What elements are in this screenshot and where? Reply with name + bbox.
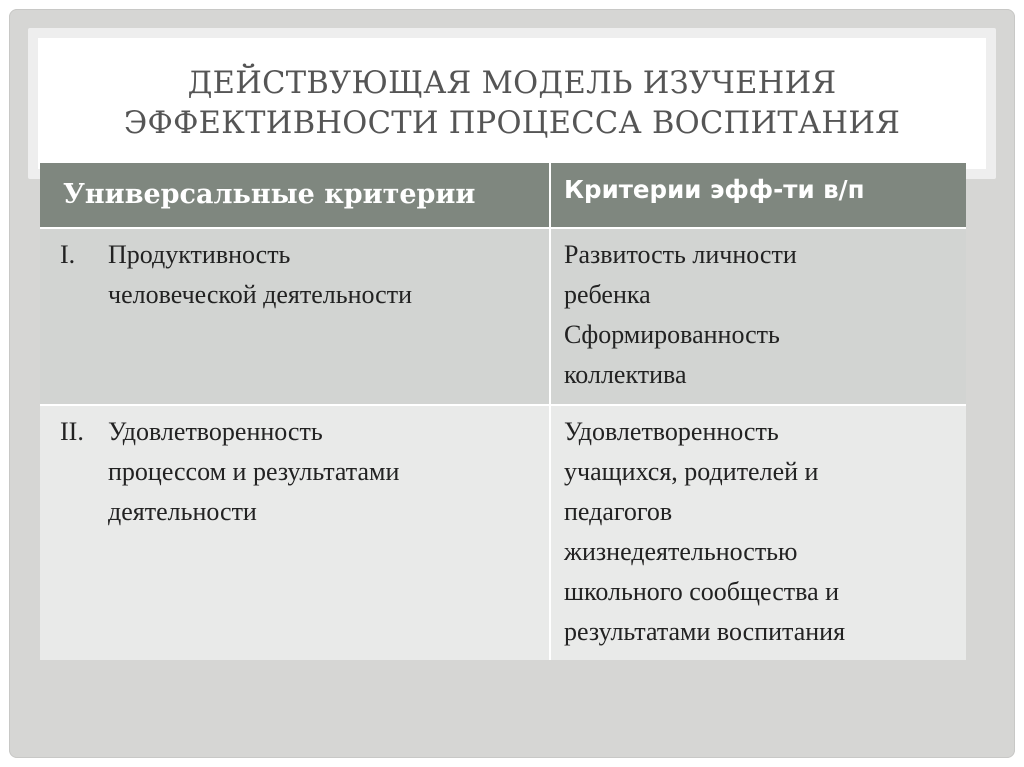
row-numeral: II. [60, 417, 84, 446]
cell-text-line: педагогов [564, 497, 673, 526]
title-area [38, 38, 986, 169]
header-label: Критерии эфф-ти в/п [564, 175, 865, 204]
cell-text-line: Развитость личности [564, 240, 797, 269]
cell-text-line: человеческой деятельности [108, 280, 412, 309]
cell-text-line: процессом и результатами [108, 457, 400, 486]
table-cell [550, 228, 966, 405]
cell-text-line: деятельности [108, 497, 257, 526]
title-frame [28, 28, 996, 179]
header-universal-criteria [40, 163, 550, 228]
cell-text-line: учащихся, родителей и [564, 457, 819, 486]
cell-text-line: жизнедеятельностью [564, 537, 798, 566]
cell-text-line: результатами воспитания [564, 617, 846, 646]
cell-text-line: ребенка [564, 280, 651, 309]
cell-text-line: Сформированность [564, 320, 780, 349]
header-effectiveness-criteria [550, 163, 966, 228]
table-cell [550, 405, 966, 660]
slide-title-line-2: ЭФФЕКТИВНОСТИ ПРОЦЕССА ВОСПИТАНИЯ [123, 105, 901, 141]
slide-title-line-1: ДЕЙСТВУЮЩАЯ МОДЕЛЬ ИЗУЧЕНИЯ [187, 65, 837, 101]
cell-text-line: коллектива [564, 360, 687, 389]
table-row [40, 228, 966, 405]
cell-text-line: Продуктивность [108, 240, 291, 269]
cell-text-line: школьного сообщества и [564, 577, 840, 606]
table-cell [40, 405, 550, 660]
row-numeral: I. [60, 240, 76, 269]
cell-text-line: Удовлетворенность [564, 417, 779, 446]
table-header-row [40, 163, 966, 228]
criteria-table [40, 163, 966, 660]
header-label: Универсальные критерии [63, 179, 476, 210]
table-cell [40, 228, 550, 405]
cell-text-line: Удовлетворенность [108, 417, 323, 446]
table-row [40, 405, 966, 660]
